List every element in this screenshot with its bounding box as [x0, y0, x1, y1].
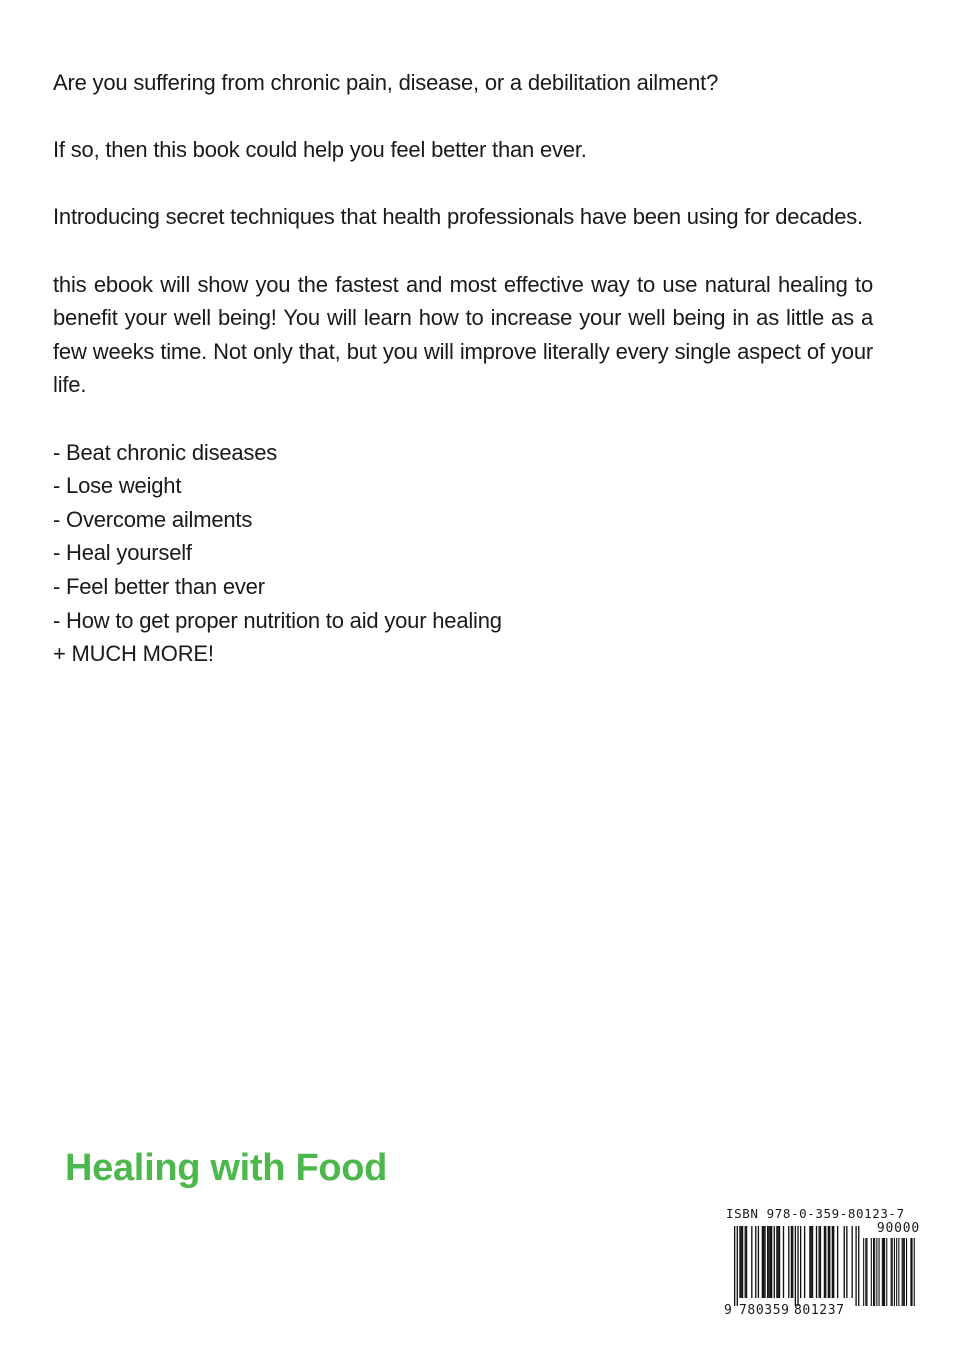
barcode-bar: [804, 1226, 805, 1298]
addon-bar: [891, 1238, 892, 1306]
barcode-bar: [778, 1226, 779, 1298]
addon-bar: [886, 1238, 887, 1306]
barcode-bar: [820, 1226, 821, 1298]
addon-bar: [876, 1238, 877, 1306]
back-cover-description: [53, 66, 873, 671]
barcode-bar: [767, 1226, 768, 1298]
intro-ebook-summary: this ebook will show you the fastest and most effective way to use natural healing to benefit your well being! You will learn how to increase your well being in as little as a few weeks time. Not only that, but you will improve literally every single aspect of your life.: [53, 271, 873, 398]
barcode-guard-bar: [858, 1226, 859, 1306]
addon-bar: [904, 1238, 905, 1306]
barcode-bar: [755, 1226, 756, 1298]
barcode-bar: [764, 1226, 765, 1298]
intro-promise: If so, then this book could help you feel better than ever.: [53, 137, 587, 163]
list-item: - How to get proper nutrition to aid your healing: [53, 607, 502, 633]
barcode-bar: [751, 1226, 752, 1298]
list-item: - Lose weight: [53, 473, 182, 499]
barcode-bar: [776, 1226, 777, 1298]
intro-techniques: Introducing secret techniques that health professionals have been using for decades.: [53, 204, 863, 230]
barcode-bar: [745, 1226, 746, 1298]
barcode-bar: [771, 1226, 772, 1298]
barcode-bar: [788, 1226, 789, 1298]
addon-bar: [866, 1238, 867, 1306]
barcode-guard-bar: [795, 1226, 796, 1306]
barcode-bar: [742, 1226, 743, 1298]
addon-bar: [894, 1238, 895, 1306]
ean-first-digit: 9: [724, 1303, 732, 1318]
barcode-bar: [812, 1226, 813, 1298]
barcode-bar: [792, 1226, 793, 1298]
addon-bar: [914, 1238, 915, 1306]
barcode-bar: [825, 1226, 826, 1298]
addon-bar: [884, 1238, 885, 1306]
addon-bar: [912, 1238, 913, 1306]
barcode-bar: [851, 1226, 852, 1298]
ean-right-group: 801237: [794, 1303, 845, 1318]
barcode-bar: [832, 1226, 833, 1298]
addon-bar: [910, 1238, 911, 1306]
addon-bar: [879, 1238, 880, 1306]
barcode-bar: [844, 1226, 845, 1298]
barcode-bar: [828, 1226, 829, 1298]
barcode-bar: [837, 1226, 838, 1298]
addon-bar: [906, 1238, 907, 1306]
list-item: + MUCH MORE!: [53, 641, 214, 667]
barcode-bar: [770, 1226, 771, 1298]
barcode-bar: [833, 1226, 834, 1298]
barcode-bar: [774, 1226, 775, 1298]
barcode-guard-bar: [797, 1226, 798, 1306]
addon-bar: [873, 1238, 874, 1306]
list-item: - Feel better than ever: [53, 573, 265, 599]
barcode-bar: [809, 1226, 810, 1298]
barcode-bar: [783, 1226, 784, 1298]
barcode-bar: [779, 1226, 780, 1298]
barcode-bar: [846, 1226, 847, 1298]
barcode-bar: [829, 1226, 830, 1298]
barcode-guard-bar: [734, 1226, 735, 1306]
addon-bar: [903, 1238, 904, 1306]
barcode-bar: [791, 1226, 792, 1298]
barcode-bar: [763, 1226, 764, 1298]
ean-left-group: 780359: [739, 1303, 790, 1318]
barcode-bar: [816, 1226, 817, 1298]
barcode-bar: [811, 1226, 812, 1298]
intro-question: Are you suffering from chronic pain, disease, or a debilitation ailment?: [53, 70, 719, 95]
addon-bar: [902, 1238, 903, 1306]
barcode-bar: [818, 1226, 819, 1298]
addon-bar: [896, 1238, 897, 1306]
barcode-guard-bar: [855, 1226, 856, 1306]
barcode-bar: [762, 1226, 763, 1298]
list-item: - Beat chronic diseases: [53, 439, 278, 465]
benefits-list: [53, 436, 873, 671]
barcode-guard-bar: [737, 1226, 738, 1306]
addon-bar: [874, 1238, 875, 1306]
price-addon-label: 90000: [876, 1221, 920, 1236]
list-item: - Overcome ailments: [53, 506, 253, 532]
barcode-bar: [758, 1226, 759, 1298]
addon-bar: [863, 1238, 864, 1306]
barcode-bar: [741, 1226, 742, 1298]
addon-bar: [898, 1238, 899, 1306]
isbn-label: ISBN 978-0-359-80123-7: [726, 1206, 905, 1221]
barcode-bar: [800, 1226, 801, 1298]
addon-bar: [892, 1238, 893, 1306]
barcode-bar: [824, 1226, 825, 1298]
barcode-bars: [722, 1224, 922, 1306]
book-title: Healing with Food: [65, 1147, 388, 1189]
barcode-bar: [746, 1226, 747, 1298]
addon-bar: [865, 1238, 866, 1306]
barcode-bar: [739, 1226, 740, 1298]
list-item: - Heal yourself: [53, 540, 192, 566]
isbn-barcode: [722, 1206, 922, 1322]
addon-bar: [882, 1238, 883, 1306]
barcode-bar: [768, 1226, 769, 1298]
addon-bar: [871, 1238, 872, 1306]
addon-bar: [883, 1238, 884, 1306]
